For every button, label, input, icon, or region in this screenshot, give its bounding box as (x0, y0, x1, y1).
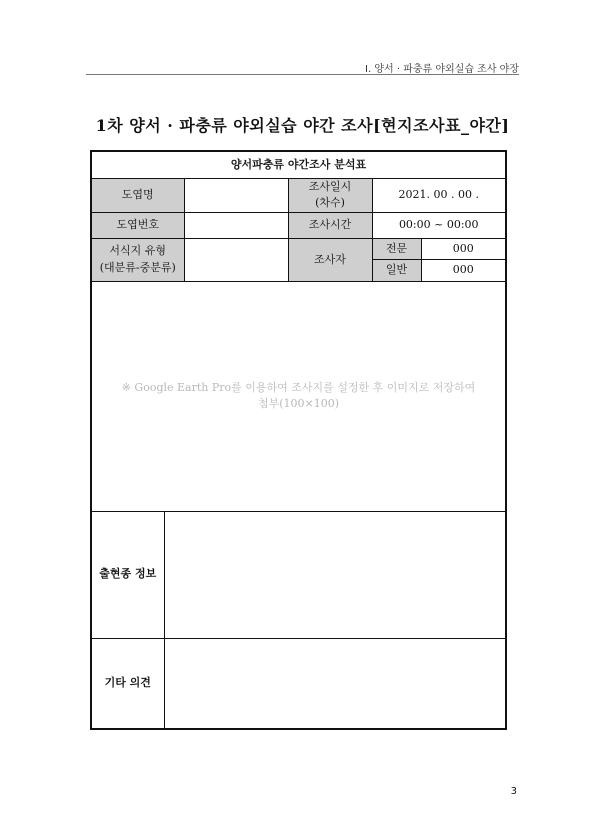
habitat-type-label-line1: 서식지 유형 (109, 244, 167, 258)
map-image-area[interactable] (91, 281, 506, 511)
image-note-line1: ※ Google Earth Pro를 이용하여 조사지를 설정한 후 이미지로 저장하여 (121, 380, 476, 394)
map-sheet-number-field[interactable] (184, 213, 288, 239)
image-note-line2: 첨부(100×100) (257, 397, 340, 411)
page-number: 3 (510, 786, 517, 797)
survey-date-value[interactable]: 2021. 00 . 00 . (372, 178, 506, 212)
header-rule (86, 74, 519, 75)
survey-time-value[interactable]: 00:00 ~ 00:00 (372, 213, 506, 239)
expert-value[interactable]: 000 (421, 239, 506, 260)
running-header: Ⅰ. 양서 · 파충류 야외실습 조사 야장 (365, 64, 519, 75)
surveyor-label: 조사자 (288, 239, 372, 281)
map-sheet-number-label: 도엽번호 (91, 213, 184, 239)
survey-date-label-line2: (차수) (315, 196, 345, 210)
table-heading: 양서파충류 야간조사 분석표 (91, 151, 506, 178)
survey-date-label-line1: 조사일시 (308, 179, 352, 193)
habitat-type-field[interactable] (184, 239, 288, 281)
map-sheet-name-field[interactable] (184, 178, 288, 212)
survey-time-label: 조사시간 (288, 213, 372, 239)
other-opinion-field[interactable] (164, 638, 506, 729)
general-value[interactable]: 000 (421, 260, 506, 281)
habitat-type-label-line2: (대분류-중분류) (99, 260, 176, 274)
general-label: 일반 (372, 260, 421, 281)
map-sheet-name-label: 도엽명 (91, 178, 184, 212)
page-title: 1차 양서 · 파충류 야외실습 야간 조사[현지조사표_야간] (95, 116, 510, 135)
species-info-label: 출현종 정보 (91, 511, 164, 638)
other-opinion-label: 기타 의견 (91, 638, 164, 729)
habitat-type-label (91, 239, 184, 281)
expert-label: 전문 (372, 239, 421, 260)
survey-date-label (288, 178, 372, 212)
survey-form-table (90, 150, 507, 730)
species-info-field[interactable] (164, 511, 506, 638)
